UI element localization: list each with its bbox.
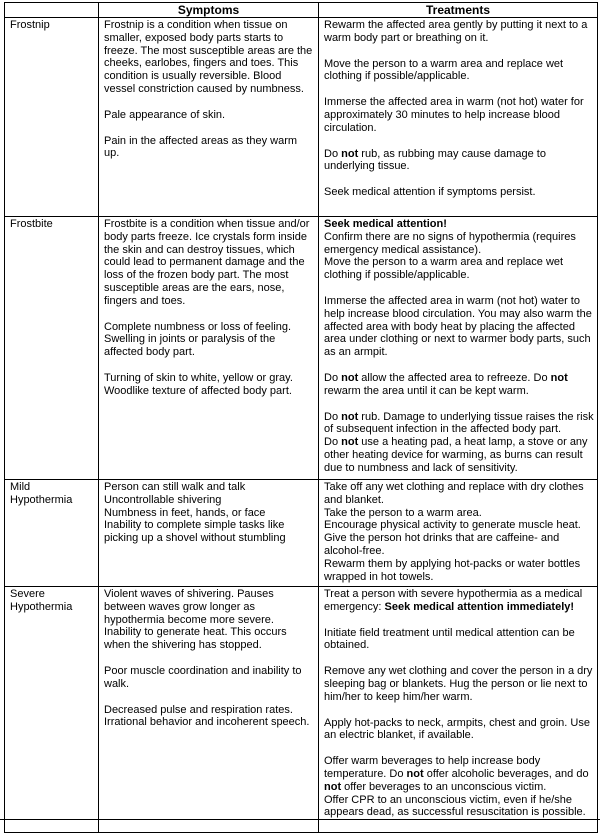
header-row	[5, 3, 598, 18]
symptom-text: Frostnip is a condition when tissue on smaller, exposed body parts starts to freeze. The most susceptible areas are the cheeks, earlobes, fingers and toes. This condition is usually reversible. Blood vessel constriction caused by numbness.	[104, 19, 313, 95]
treatment-text: Do not allow the affected area to refreeze. Do not rewarm the area until it can be kept warm.	[324, 371, 568, 397]
treatment-text: Offer warm beverages to help increase body temperature. Do not offer alcoholic beverages, and do not offer beverages to an unconscious victim.	[324, 755, 589, 793]
treatments-cell	[319, 18, 598, 217]
symptom-text: Uncontrollable shivering	[104, 493, 222, 506]
treatments-header: Treatments	[319, 3, 598, 18]
symptom-text: Pale appearance of skin.	[104, 108, 226, 121]
symptom-text: Person can still walk and talk	[104, 481, 246, 493]
treatments-cell	[319, 217, 598, 480]
symptoms-cell	[99, 217, 319, 480]
treatment-text: Move the person to a warm area and replace wet clothing if possible/applicable.	[324, 256, 564, 282]
table-row-frostnip	[5, 18, 598, 217]
treatment-text: Give the person hot drinks that are caffeine- and alcohol-free.	[324, 532, 560, 557]
treatment-text: Seek medical attention!	[324, 218, 447, 230]
symptom-text: Decreased pulse and respiration rates.	[104, 703, 293, 716]
symptoms-cell	[99, 18, 319, 217]
table-row-frostbite	[5, 217, 598, 480]
treatment-text: Take the person to a warm area.	[324, 506, 482, 519]
symptoms-cell	[99, 587, 319, 833]
symptoms-cell	[99, 480, 319, 587]
symptoms-header: Symptoms	[99, 3, 319, 18]
page-bottom-rule	[0, 819, 600, 820]
symptom-text: Inability to generate heat. This occurs when the shivering has stopped.	[104, 626, 287, 652]
treatment-text: Treat a person with severe hypothermia as a medical emergency: Seek medical attention immediately!	[324, 588, 583, 613]
symptom-text: Numbness in feet, hands, or face	[104, 506, 266, 519]
treatment-text: Immerse the affected area in warm (not hot) water to help increase blood circulation. You may also warm the affected area with body heat by placing the affected area under clothing or next to warmer body parts, such as an armpit.	[324, 294, 592, 359]
condition-header	[5, 3, 99, 18]
treatment-text: Take off any wet clothing and replace with dry clothes and blanket.	[324, 481, 584, 506]
symptom-text: Frostbite is a condition when tissue and/or body parts freeze. Ice crystals form inside the skin and can destroy tissues, which could lead to permanent damage and the loss of the frozen body part. The most susceptible areas are the ears, nose, fingers and toes.	[104, 218, 310, 307]
treatment-text: Offer CPR to an unconscious victim, even if he/she appears dead, as successful resuscitation is possible.	[324, 793, 586, 819]
cold-injury-table	[4, 2, 598, 833]
condition-cell: Severe Hypothermia	[5, 587, 99, 833]
treatment-text: Rewarm them by applying hot-packs or water bottles wrapped in hot towels.	[324, 557, 581, 583]
treatment-text: Rewarm the affected area gently by putting it next to a warm body part or breathing on it.	[324, 19, 588, 44]
treatment-text: Confirm there are no signs of hypothermia (requires emergency medical assistance).	[324, 230, 576, 256]
condition-cell: Frostbite	[5, 217, 99, 480]
symptom-text: Pain in the affected areas as they warm up.	[104, 134, 298, 160]
treatment-text: Seek medical attention if symptoms persist.	[324, 186, 536, 199]
treatments-cell	[319, 587, 598, 833]
treatment-text: Immerse the affected area in warm (not hot) water for approximately 30 minutes to help increase blood circulation.	[324, 96, 584, 134]
treatment-text: Encourage physical activity to generate muscle heat.	[324, 519, 581, 532]
treatments-cell	[319, 480, 598, 587]
treatment-text: Move the person to a warm area and replace wet clothing if possible/applicable.	[324, 57, 564, 83]
condition-cell: Mild Hypothermia	[5, 480, 99, 587]
symptom-text: Violent waves of shivering. Pauses between waves grow longer as hypothermia become more severe.	[104, 588, 274, 626]
condition-cell: Frostnip	[5, 18, 99, 217]
treatment-text: Apply hot-packs to neck, armpits, chest and groin. Use an electric blanket, if available.	[324, 716, 590, 742]
treatment-text: Do not use a heating pad, a heat lamp, a stove or any other heating device for warming, as burns can result due to numbness and lack of sensitivity.	[324, 436, 588, 474]
symptom-text: Poor muscle coordination and inability to walk.	[104, 664, 302, 690]
symptom-text: Irrational behavior and incoherent speech.	[104, 716, 310, 729]
treatment-text: Do not rub, as rubbing may cause damage to underlying tissue.	[324, 147, 546, 173]
table-row-severe-hypothermia	[5, 587, 598, 833]
symptom-text: Turning of skin to white, yellow or gray. Woodlike texture of affected body part.	[104, 371, 293, 397]
treatment-text: Initiate field treatment until medical attention can be obtained.	[324, 626, 575, 652]
table-row-mild-hypothermia	[5, 480, 598, 587]
treatment-text: Remove any wet clothing and cover the person in a dry sleeping bag or blankets. Hug the person or lie next to him/her to keep him/her warm.	[324, 665, 593, 703]
symptom-text: Complete numbness or loss of feeling. Swelling in joints or paralysis of the affected body part.	[104, 320, 292, 359]
symptom-text: Inability to complete simple tasks like picking up a shovel without stumbling	[104, 519, 286, 545]
treatment-text: Do not rub. Damage to underlying tissue raises the risk of subsequent infection in the affected body part.	[324, 410, 594, 436]
